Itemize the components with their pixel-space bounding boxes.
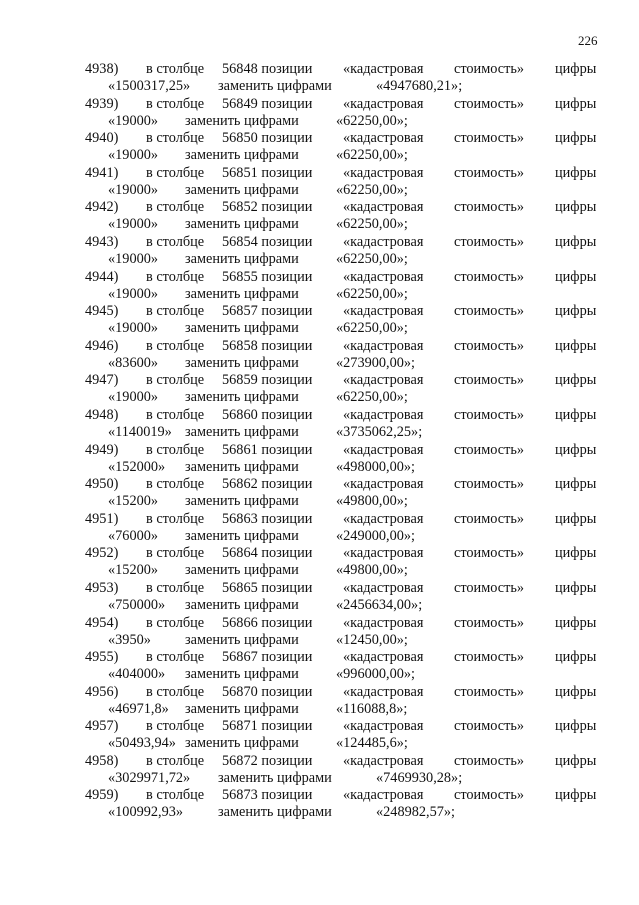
- old-value: «19000»: [108, 181, 159, 198]
- in-column-label: в столбце: [146, 372, 205, 389]
- cost-label: стоимость»: [454, 683, 525, 700]
- position-code: 56864 позиции: [222, 545, 313, 562]
- position-code: 56861 позиции: [222, 441, 313, 458]
- cadastral-label: «кадастровая: [343, 787, 424, 804]
- digits-label: цифры: [555, 61, 597, 77]
- position-code: 56851 позиции: [222, 164, 313, 181]
- old-value: «750000»: [108, 596, 166, 613]
- old-value: «15200»: [108, 562, 159, 579]
- new-value: «62250,00»;: [336, 320, 408, 337]
- position-code: 56871 позиции: [222, 718, 313, 735]
- in-column-label: в столбце: [146, 337, 205, 354]
- cadastral-label: «кадастровая: [343, 406, 424, 423]
- entry-number: 4940): [85, 130, 119, 147]
- cadastral-label: «кадастровая: [343, 233, 424, 250]
- replace-label: заменить цифрами: [185, 493, 299, 510]
- new-value: «49800,00»;: [336, 493, 408, 510]
- new-value: «124485,6»;: [336, 735, 408, 752]
- entry-number: 4957): [85, 718, 119, 735]
- new-value: «12450,00»;: [336, 631, 408, 648]
- digits-label: цифры: [555, 718, 597, 735]
- position-code: 56873 позиции: [222, 787, 313, 804]
- new-value: «7469930,28»;: [376, 769, 463, 786]
- in-column-label: в столбце: [146, 787, 205, 804]
- new-value: «62250,00»;: [336, 112, 408, 129]
- new-value: «62250,00»;: [336, 250, 408, 267]
- old-value: «15200»: [108, 493, 159, 510]
- in-column-label: в столбце: [146, 614, 205, 631]
- cost-label: стоимость»: [454, 130, 525, 147]
- old-value: «50493,94»: [108, 735, 176, 752]
- new-value: «996000,00»;: [336, 666, 416, 683]
- replace-label: заменить цифрами: [185, 250, 299, 267]
- digits-label: цифры: [555, 303, 597, 320]
- new-value: «62250,00»;: [336, 389, 408, 406]
- list-item: [0, 753, 639, 788]
- cadastral-label: «кадастровая: [343, 441, 424, 458]
- digits-label: цифры: [555, 683, 597, 700]
- replace-label: заменить цифрами: [218, 804, 332, 821]
- new-value: «498000,00»;: [336, 458, 416, 475]
- in-column-label: в столбце: [146, 130, 205, 147]
- entry-number: 4949): [85, 441, 119, 458]
- position-code: 56855 позиции: [222, 268, 313, 285]
- in-column-label: в столбце: [146, 95, 205, 112]
- cadastral-label: «кадастровая: [343, 683, 424, 700]
- list-item: [0, 476, 639, 511]
- cost-label: стоимость»: [454, 510, 525, 527]
- old-value: «3950»: [108, 631, 151, 648]
- list-item: [0, 372, 639, 407]
- in-column-label: в столбце: [146, 476, 205, 493]
- cost-label: стоимость»: [454, 787, 525, 804]
- old-value: «3029971,72»: [108, 769, 191, 786]
- cost-label: стоимость»: [454, 337, 525, 354]
- entry-number: 4955): [85, 649, 119, 666]
- replace-label: заменить цифрами: [185, 181, 299, 198]
- cadastral-label: «кадастровая: [343, 268, 424, 285]
- in-column-label: в столбце: [146, 545, 205, 562]
- cadastral-label: «кадастровая: [343, 164, 424, 181]
- list-item: [0, 718, 639, 753]
- list-item: [0, 615, 639, 650]
- digits-label: цифры: [555, 337, 597, 354]
- in-column-label: в столбце: [146, 199, 205, 216]
- in-column-label: в столбце: [146, 406, 205, 423]
- old-value: «46971,8»: [108, 700, 169, 717]
- replace-label: заменить цифрами: [185, 389, 299, 406]
- new-value: «62250,00»;: [336, 285, 408, 302]
- cost-label: стоимость»: [454, 649, 525, 666]
- cost-label: стоимость»: [454, 303, 525, 320]
- old-value: «76000»: [108, 527, 159, 544]
- entry-number: 4950): [85, 476, 119, 493]
- position-code: 56865 позиции: [222, 579, 313, 596]
- list-item: [0, 511, 639, 546]
- cadastral-label: «кадастровая: [343, 199, 424, 216]
- list-item: [0, 269, 639, 304]
- cost-label: стоимость»: [454, 545, 525, 562]
- digits-label: цифры: [555, 752, 597, 769]
- list-item: [0, 199, 639, 234]
- new-value: «248982,57»;: [376, 804, 456, 821]
- old-value: «19000»: [108, 389, 159, 406]
- cadastral-label: «кадастровая: [343, 510, 424, 527]
- position-code: 56867 позиции: [222, 649, 313, 666]
- digits-label: цифры: [555, 199, 597, 216]
- replace-label: заменить цифрами: [185, 527, 299, 544]
- list-item: [0, 338, 639, 373]
- entry-number: 4959): [85, 787, 119, 804]
- entry-number: 4947): [85, 372, 119, 389]
- cost-label: стоимость»: [454, 579, 525, 596]
- entry-number: 4956): [85, 683, 119, 700]
- cost-label: стоимость»: [454, 233, 525, 250]
- entry-number: 4946): [85, 337, 119, 354]
- digits-label: цифры: [555, 545, 597, 562]
- cost-label: стоимость»: [454, 752, 525, 769]
- cost-label: стоимость»: [454, 718, 525, 735]
- in-column-label: в столбце: [146, 303, 205, 320]
- position-code: 56872 позиции: [222, 752, 313, 769]
- new-value: «116088,8»;: [336, 700, 408, 717]
- in-column-label: в столбце: [146, 718, 205, 735]
- cadastral-label: «кадастровая: [343, 61, 424, 77]
- new-value: «4947680,21»;: [376, 78, 463, 94]
- cadastral-label: «кадастровая: [343, 130, 424, 147]
- cost-label: стоимость»: [454, 164, 525, 181]
- entry-number: 4942): [85, 199, 119, 216]
- cadastral-label: «кадастровая: [343, 95, 424, 112]
- digits-label: цифры: [555, 268, 597, 285]
- position-code: 56854 позиции: [222, 233, 313, 250]
- digits-label: цифры: [555, 510, 597, 527]
- entry-number: 4944): [85, 268, 119, 285]
- digits-label: цифры: [555, 614, 597, 631]
- old-value: «1140019»: [108, 423, 172, 440]
- new-value: «62250,00»;: [336, 181, 408, 198]
- new-value: «2456634,00»;: [336, 596, 423, 613]
- position-code: 56859 позиции: [222, 372, 313, 389]
- page-number: 226: [578, 33, 598, 48]
- replace-label: заменить цифрами: [185, 700, 299, 717]
- entry-number: 4954): [85, 614, 119, 631]
- position-code: 56866 позиции: [222, 614, 313, 631]
- cadastral-label: «кадастровая: [343, 372, 424, 389]
- old-value: «19000»: [108, 320, 159, 337]
- in-column-label: в столбце: [146, 752, 205, 769]
- new-value: «62250,00»;: [336, 147, 408, 164]
- cost-label: стоимость»: [454, 614, 525, 631]
- replace-label: заменить цифрами: [185, 112, 299, 129]
- list-item: [0, 165, 639, 200]
- entry-number: 4952): [85, 545, 119, 562]
- digits-label: цифры: [555, 164, 597, 181]
- position-code: 56860 позиции: [222, 406, 313, 423]
- list-item: [0, 407, 639, 442]
- cost-label: стоимость»: [454, 441, 525, 458]
- old-value: «19000»: [108, 216, 159, 233]
- cadastral-label: «кадастровая: [343, 752, 424, 769]
- cost-label: стоимость»: [454, 372, 525, 389]
- new-value: «249000,00»;: [336, 527, 416, 544]
- entry-number: 4938): [85, 61, 119, 77]
- digits-label: цифры: [555, 95, 597, 112]
- digits-label: цифры: [555, 406, 597, 423]
- replace-label: заменить цифрами: [185, 147, 299, 164]
- in-column-label: в столбце: [146, 683, 205, 700]
- replace-label: заменить цифрами: [185, 354, 299, 371]
- entry-number: 4941): [85, 164, 119, 181]
- in-column-label: в столбце: [146, 268, 205, 285]
- position-code: 56870 позиции: [222, 683, 313, 700]
- replace-label: заменить цифрами: [185, 596, 299, 613]
- position-code: 56857 позиции: [222, 303, 313, 320]
- cost-label: стоимость»: [454, 199, 525, 216]
- in-column-label: в столбце: [146, 649, 205, 666]
- cadastral-label: «кадастровая: [343, 303, 424, 320]
- cadastral-label: «кадастровая: [343, 545, 424, 562]
- replace-label: заменить цифрами: [185, 735, 299, 752]
- digits-label: цифры: [555, 649, 597, 666]
- list-item: [0, 580, 639, 615]
- position-code: 56849 позиции: [222, 95, 313, 112]
- position-code: 56862 позиции: [222, 476, 313, 493]
- in-column-label: в столбце: [146, 233, 205, 250]
- cadastral-label: «кадастровая: [343, 649, 424, 666]
- cost-label: стоимость»: [454, 61, 525, 77]
- replace-label: заменить цифрами: [185, 458, 299, 475]
- entry-number: 4943): [85, 233, 119, 250]
- old-value: «19000»: [108, 147, 159, 164]
- cadastral-label: «кадастровая: [343, 337, 424, 354]
- in-column-label: в столбце: [146, 61, 205, 77]
- list-item: [0, 684, 639, 719]
- new-value: «3735062,25»;: [336, 423, 423, 440]
- replace-label: заменить цифрами: [218, 769, 332, 786]
- list-item: [0, 96, 639, 131]
- list-item: [0, 649, 639, 684]
- cadastral-label: «кадастровая: [343, 476, 424, 493]
- digits-label: цифры: [555, 372, 597, 389]
- cadastral-label: «кадастровая: [343, 579, 424, 596]
- replace-label: заменить цифрами: [185, 423, 299, 440]
- entry-number: 4948): [85, 406, 119, 423]
- old-value: «83600»: [108, 354, 159, 371]
- new-value: «273900,00»;: [336, 354, 416, 371]
- cost-label: стоимость»: [454, 95, 525, 112]
- in-column-label: в столбце: [146, 164, 205, 181]
- entry-number: 4939): [85, 95, 119, 112]
- old-value: «19000»: [108, 250, 159, 267]
- digits-label: цифры: [555, 579, 597, 596]
- replace-label: заменить цифрами: [185, 666, 299, 683]
- digits-label: цифры: [555, 233, 597, 250]
- cadastral-label: «кадастровая: [343, 614, 424, 631]
- digits-label: цифры: [555, 130, 597, 147]
- in-column-label: в столбце: [146, 579, 205, 596]
- list-item: [0, 234, 639, 269]
- entry-number: 4953): [85, 579, 119, 596]
- replace-label: заменить цифрами: [185, 216, 299, 233]
- new-value: «62250,00»;: [336, 216, 408, 233]
- list-item: [0, 130, 639, 165]
- list-item: [0, 545, 639, 580]
- old-value: «152000»: [108, 458, 166, 475]
- cadastral-label: «кадастровая: [343, 718, 424, 735]
- old-value: «1500317,25»: [108, 78, 191, 94]
- digits-label: цифры: [555, 441, 597, 458]
- list-item: [0, 787, 639, 822]
- cost-label: стоимость»: [454, 406, 525, 423]
- list-item: [0, 61, 639, 96]
- old-value: «100992,93»: [108, 804, 184, 821]
- list-item: [0, 442, 639, 477]
- position-code: 56863 позиции: [222, 510, 313, 527]
- replace-label: заменить цифрами: [185, 320, 299, 337]
- list-item: [0, 303, 639, 338]
- position-code: 56848 позиции: [222, 61, 313, 77]
- old-value: «19000»: [108, 112, 159, 129]
- entry-number: 4945): [85, 303, 119, 320]
- cost-label: стоимость»: [454, 268, 525, 285]
- digits-label: цифры: [555, 787, 597, 804]
- in-column-label: в столбце: [146, 510, 205, 527]
- old-value: «19000»: [108, 285, 159, 302]
- old-value: «404000»: [108, 666, 166, 683]
- position-code: 56852 позиции: [222, 199, 313, 216]
- entry-number: 4958): [85, 752, 119, 769]
- replace-label: заменить цифрами: [218, 78, 332, 94]
- position-code: 56850 позиции: [222, 130, 313, 147]
- replace-label: заменить цифрами: [185, 562, 299, 579]
- cost-label: стоимость»: [454, 476, 525, 493]
- replace-label: заменить цифрами: [185, 285, 299, 302]
- in-column-label: в столбце: [146, 441, 205, 458]
- replace-label: заменить цифрами: [185, 631, 299, 648]
- new-value: «49800,00»;: [336, 562, 408, 579]
- amendment-list: [0, 61, 639, 822]
- entry-number: 4951): [85, 510, 119, 527]
- digits-label: цифры: [555, 476, 597, 493]
- position-code: 56858 позиции: [222, 337, 313, 354]
